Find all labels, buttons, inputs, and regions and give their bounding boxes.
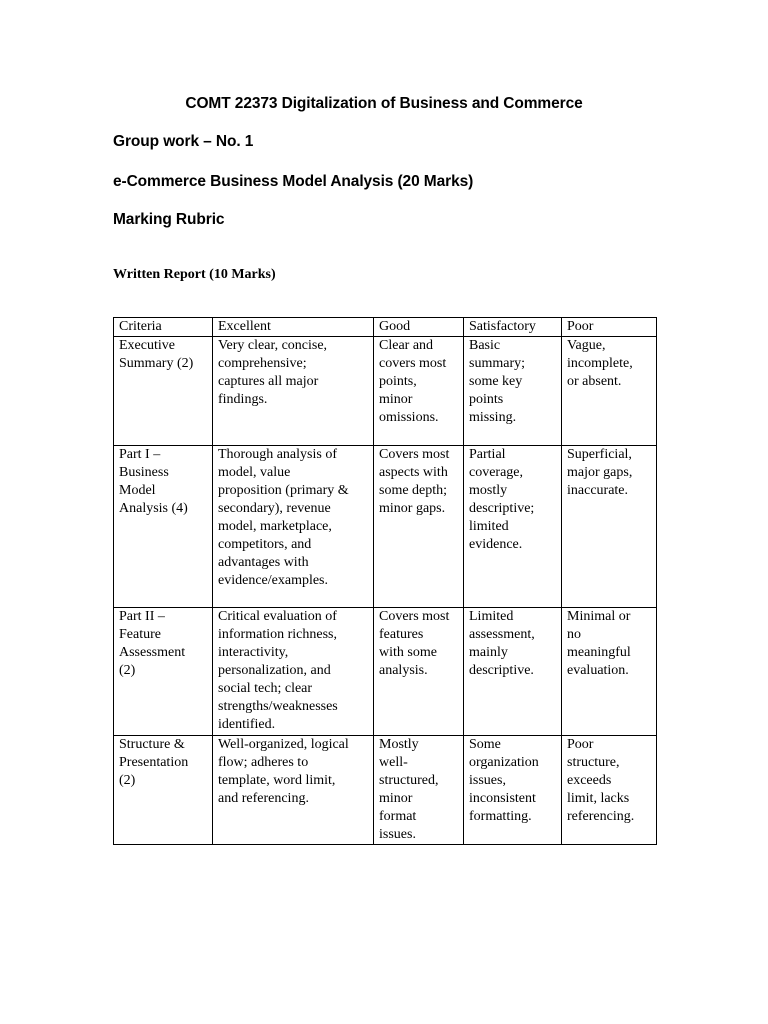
cell-good: Mostly well- structured, minor format issues. xyxy=(374,736,464,845)
cell-poor: Minimal or no meaningful evaluation. xyxy=(562,608,657,736)
cell-good: Clear and covers most points, minor omissions. xyxy=(374,337,464,446)
cell-criteria: Structure & Presentation (2) xyxy=(114,736,213,845)
table-row xyxy=(114,446,657,608)
cell-poor: Vague, incomplete, or absent. xyxy=(562,337,657,446)
cell-criteria: Executive Summary (2) xyxy=(114,337,213,446)
cell-excellent: Thorough analysis of model, value proposition (primary & secondary), revenue model, marketplace, competitors, and advantages with evidence/examples. xyxy=(213,446,374,608)
header-good: Good xyxy=(374,318,464,337)
header-excellent: Excellent xyxy=(213,318,374,337)
cell-good: Covers most aspects with some depth; minor gaps. xyxy=(374,446,464,608)
cell-excellent: Very clear, concise, comprehensive; captures all major findings. xyxy=(213,337,374,446)
cell-poor: Poor structure, exceeds limit, lacks referencing. xyxy=(562,736,657,845)
header-criteria: Criteria xyxy=(114,318,213,337)
table-row xyxy=(114,736,657,845)
rubric-table xyxy=(113,317,657,845)
cell-satisfactory: Limited assessment, mainly descriptive. xyxy=(464,608,562,736)
cell-excellent: Critical evaluation of information richness, interactivity, personalization, and social tech; clear strengths/weaknesses identified. xyxy=(213,608,374,736)
course-title: COMT 22373 Digitalization of Business and Commerce xyxy=(185,95,583,112)
table-row xyxy=(114,608,657,736)
assignment-title: e-Commerce Business Model Analysis (20 Marks) xyxy=(113,173,474,190)
cell-good: Covers most features with some analysis. xyxy=(374,608,464,736)
section-title: Written Report (10 Marks) xyxy=(113,267,276,282)
table-row xyxy=(114,337,657,446)
header-poor: Poor xyxy=(562,318,657,337)
cell-poor: Superficial, major gaps, inaccurate. xyxy=(562,446,657,608)
cell-satisfactory: Basic summary; some key points missing. xyxy=(464,337,562,446)
cell-satisfactory: Partial coverage, mostly descriptive; limited evidence. xyxy=(464,446,562,608)
rubric-heading: Marking Rubric xyxy=(113,211,225,228)
cell-excellent: Well-organized, logical flow; adheres to template, word limit, and referencing. xyxy=(213,736,374,845)
cell-criteria: Part I – Business Model Analysis (4) xyxy=(114,446,213,608)
header-satisfactory: Satisfactory xyxy=(464,318,562,337)
cell-satisfactory: Some organization issues, inconsistent formatting. xyxy=(464,736,562,845)
table-header-row xyxy=(114,318,657,337)
cell-criteria: Part II – Feature Assessment (2) xyxy=(114,608,213,736)
group-work-heading: Group work – No. 1 xyxy=(113,133,254,150)
